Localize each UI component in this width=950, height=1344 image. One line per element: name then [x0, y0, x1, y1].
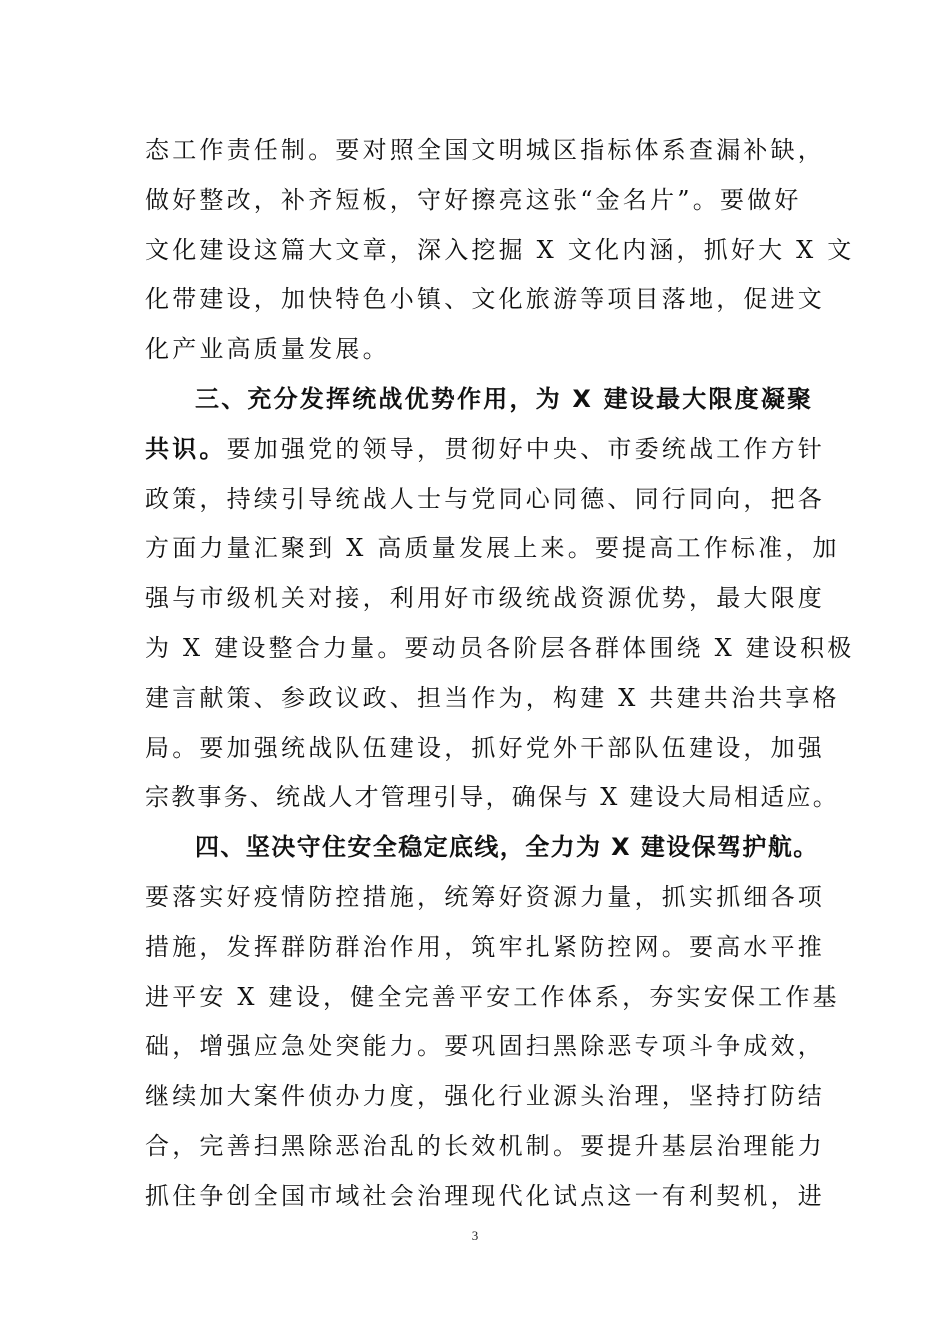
text-line: 化带建设，加快特色小镇、文化旅游等项目落地，促进文 — [145, 285, 825, 314]
text-run: 要加强党的领导，贯彻好中央、市委统战工作方针 — [226, 434, 826, 463]
text-line: 宗教事务、统战人才管理引导，确保与 X 建设大局相适应。 — [145, 783, 839, 812]
text-line: 抓住争创全国市域社会治理现代化试点这一有利契机，进 — [145, 1181, 825, 1210]
page-number: 3 — [471, 1228, 479, 1243]
text-line: 措施，发挥群防群治作用，筑牢扎紧防控网。要高水平推 — [145, 932, 825, 961]
text-line: 局。要加强统战队伍建设，抓好党外干部队伍建设，加强 — [145, 733, 825, 762]
section-three — [145, 375, 855, 823]
text-line: 为 X 建设整合力量。要动员各阶层各群体围绕 X 建设积极 — [145, 633, 855, 662]
text-line: 化产业高质量发展。 — [145, 335, 390, 364]
text-line: 础，增强应急处突能力。要巩固扫黑除恶专项斗争成效， — [145, 1032, 825, 1061]
text-line: 进平安 X 建设，健全完善平安工作体系，夯实安保工作基 — [145, 982, 840, 1011]
text-line — [145, 425, 835, 475]
section-three-heading: 三、充分发挥统战优势作用，为 X 建设最大限度凝聚 — [195, 384, 814, 413]
section-four — [145, 823, 840, 1221]
document-body — [145, 126, 855, 1222]
text-line: 做好整改，补齐短板，守好擦亮这张“金名片”。要做好 — [145, 185, 802, 214]
text-line: 继续加大案件侦办力度，强化行业源头治理，坚持打防结 — [145, 1082, 825, 1111]
text-line: 要落实好疫情防控措施，统筹好资源力量，抓实抓细各项 — [145, 882, 825, 911]
paragraph-continuation — [145, 126, 855, 375]
text-line: 强与市级机关对接，利用好市级统战资源优势，最大限度 — [145, 584, 825, 613]
text-line: 建言献策、参政议政、担当作为，构建 X 共建共治共享格 — [145, 683, 840, 712]
text-line: 文化建设这篇大文章，深入挖掘 X 文化内涵，抓好大 X 文 — [145, 235, 855, 264]
text-line: 方面力量汇聚到 X 高质量发展上来。要提高工作标准，加 — [145, 534, 840, 563]
section-three-heading-end: 共识。 — [145, 434, 227, 463]
text-line: 态工作责任制。要对照全国文明城区指标体系查漏补缺， — [145, 136, 825, 164]
text-line: 合，完善扫黑除恶治乱的长效机制。要提升基层治理能力 — [145, 1131, 825, 1160]
text-line: 政策，持续引导统战人士与党同心同德、同行同向，把各 — [145, 484, 825, 513]
section-four-heading: 四、坚决守住安全稳定底线，全力为 X 建设保驾护航。 — [195, 833, 819, 862]
